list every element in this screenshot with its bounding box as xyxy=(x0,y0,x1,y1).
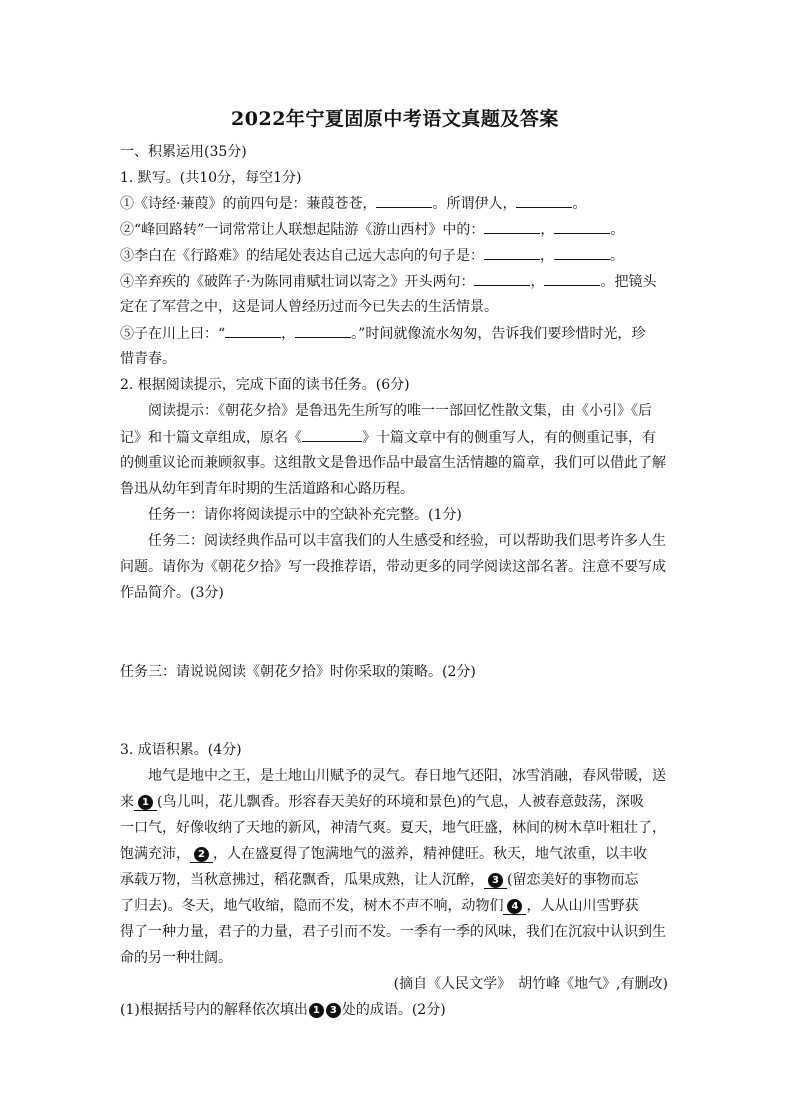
reading-tip-text: 》十篇文章中有的侧重写人，有的侧重记事，有 xyxy=(362,430,656,446)
q1-text: 。把镜头 xyxy=(600,274,657,290)
blank-4[interactable] xyxy=(503,898,526,915)
number-1-badge: 1 xyxy=(138,795,153,810)
task-2-line: 问题。请你为《朝花夕拾》写一段推荐语，带动更多的同学阅读这部名著。注意不要写成 xyxy=(120,559,666,575)
reading-tip-line xyxy=(120,427,680,448)
answer-blank[interactable] xyxy=(554,245,610,260)
reading-tip-line: 的侧重议论而兼顾叙事。这组散文是鲁迅作品中最富生活情趣的篇章，我们可以借此了解 xyxy=(120,455,666,471)
answer-blank[interactable] xyxy=(302,427,362,442)
sub-question-text: (1)根据括号内的解释依次填出 xyxy=(120,1002,308,1018)
q1-text: 。”时间就像流水匆匆，告诉我们要珍惜时光，珍 xyxy=(351,326,646,342)
q1-text: ， xyxy=(530,274,545,290)
sub-question-1 xyxy=(120,1000,680,1020)
q1-text: ， xyxy=(281,326,296,342)
q1-text: ②“峰回路转”一词常常让人联想起陆游《游山西村》中的： xyxy=(120,222,485,238)
reading-tip-text: 记》和十篇文章组成，原名《 xyxy=(120,430,302,446)
blank-1[interactable] xyxy=(134,794,157,811)
passage-line xyxy=(120,844,680,864)
q1-text: ④辛弃疾的《破阵子·为陈同甫赋壮词以寄之》开头两句： xyxy=(120,274,475,290)
q1-text: 。所谓伊人， xyxy=(432,196,517,212)
passage-line: 地气是地中之王，是土地山川赋予的灵气。春日地气还阳，冰雪消融，春风带暖，送 xyxy=(148,768,666,784)
passage-line: 一口气，好像收纳了天地的新风，神清气爽。夏天，地气旺盛，林间的树木草叶粗壮了， xyxy=(120,820,666,836)
reading-tip-line: 阅读提示：《朝花夕拾》是鲁迅先生所写的唯一一部回忆性散文集，由《小引》《后 xyxy=(148,403,652,419)
task-2-line: 任务二：阅读经典作品可以丰富我们的人生感受和经验，可以帮助我们思考许多人生 xyxy=(148,533,666,549)
question-2-heading: 2. 根据阅读提示，完成下面的读书任务。(6分) xyxy=(120,377,410,393)
q1-line-3 xyxy=(120,245,680,266)
q1-text: ， xyxy=(540,222,555,238)
task-3: 任务三：请说说阅读《朝花夕拾》时你采取的策略。(2分) xyxy=(120,664,476,680)
q1-text: 。 xyxy=(610,248,624,264)
q1-line-4-cont: 定在了军营之中，这是词人曾经历过而今已失去的生活情景。 xyxy=(120,299,498,315)
sub-question-text: 处的成语。(2分) xyxy=(341,1002,446,1018)
passage-source: (摘自《人民文学》 胡竹峰《地气》,有删改) xyxy=(393,976,668,992)
passage-text: 了归去)。冬天，地气收缩，隐而不发，树木不声不响，动物们 xyxy=(120,898,504,914)
q1-line-5-cont: 惜青春。 xyxy=(120,351,176,367)
passage-text: ，人在盛夏得了饱满地气的滋养，精神健旺。秋天，地气浓重，以丰收 xyxy=(213,846,647,862)
passage-text: (鸟儿叫，花儿飘香。形容春天美好的环境和景色)的气息，人被春意鼓荡，深吸 xyxy=(157,794,644,810)
answer-blank[interactable] xyxy=(484,219,540,234)
answer-blank[interactable] xyxy=(554,219,610,234)
answer-blank[interactable] xyxy=(544,271,600,286)
passage-text: (留恋美好的事物而忘 xyxy=(507,872,639,888)
number-3-badge: 3 xyxy=(326,1003,341,1018)
answer-blank[interactable] xyxy=(295,323,351,338)
q1-line-1 xyxy=(120,193,680,214)
answer-blank[interactable] xyxy=(474,271,530,286)
passage-text: 承载万物，当秋意拂过，稻花飘香，瓜果成熟，让人沉醉， xyxy=(120,872,484,888)
passage-text: 饱满充沛， xyxy=(120,846,190,862)
q1-line-5 xyxy=(120,323,680,344)
number-2-badge: 2 xyxy=(194,847,209,862)
passage-line xyxy=(120,870,680,890)
task-1: 任务一：请你将阅读提示中的空缺补充完整。(1分) xyxy=(148,507,462,523)
page-title: 2022年宁夏固原中考语文真题及答案 xyxy=(231,108,559,130)
question-3-heading: 3. 成语积累。(4分) xyxy=(120,742,242,758)
question-1-heading: 1. 默写。(共10分，每空1分) xyxy=(120,170,302,186)
task-2-line: 作品简介。(3分) xyxy=(120,585,224,601)
q1-text: ①《诗经·蒹葭》的前四句是：蒹葭苍苍， xyxy=(120,196,377,212)
answer-blank[interactable] xyxy=(225,323,281,338)
passage-line: 得了一种力量，君子的力量，君子引而不发。一季有一季的风味，我们在沉寂中认识到生 xyxy=(120,924,666,940)
passage-line xyxy=(120,792,680,812)
q1-line-2 xyxy=(120,219,680,240)
q1-text: ⑤子在川上曰：“ xyxy=(120,326,226,342)
q1-text: 。 xyxy=(572,196,587,212)
answer-blank[interactable] xyxy=(516,193,572,208)
number-1-badge: 1 xyxy=(309,1003,324,1018)
answer-blank[interactable] xyxy=(484,245,540,260)
passage-text: ，人从山川雪野获 xyxy=(526,898,639,914)
number-4-badge: 4 xyxy=(507,899,522,914)
number-3-badge: 3 xyxy=(488,873,503,888)
passage-line xyxy=(120,896,680,916)
reading-tip-line: 鲁迅从幼年到青年时期的生活道路和心路历程。 xyxy=(120,481,414,497)
answer-blank[interactable] xyxy=(376,193,432,208)
passage-line: 命的另一种壮阔。 xyxy=(120,950,232,966)
q1-text: 。 xyxy=(610,222,625,238)
section-heading: 一、积累运用(35分) xyxy=(120,144,247,160)
passage-text: 来 xyxy=(120,794,134,810)
q1-text: ， xyxy=(540,248,554,264)
q1-line-4 xyxy=(120,271,680,292)
blank-2[interactable] xyxy=(190,846,213,863)
q1-text: ③李白在《行路难》的结尾处表达自己远大志向的句子是： xyxy=(120,248,484,264)
blank-3[interactable] xyxy=(484,872,507,889)
